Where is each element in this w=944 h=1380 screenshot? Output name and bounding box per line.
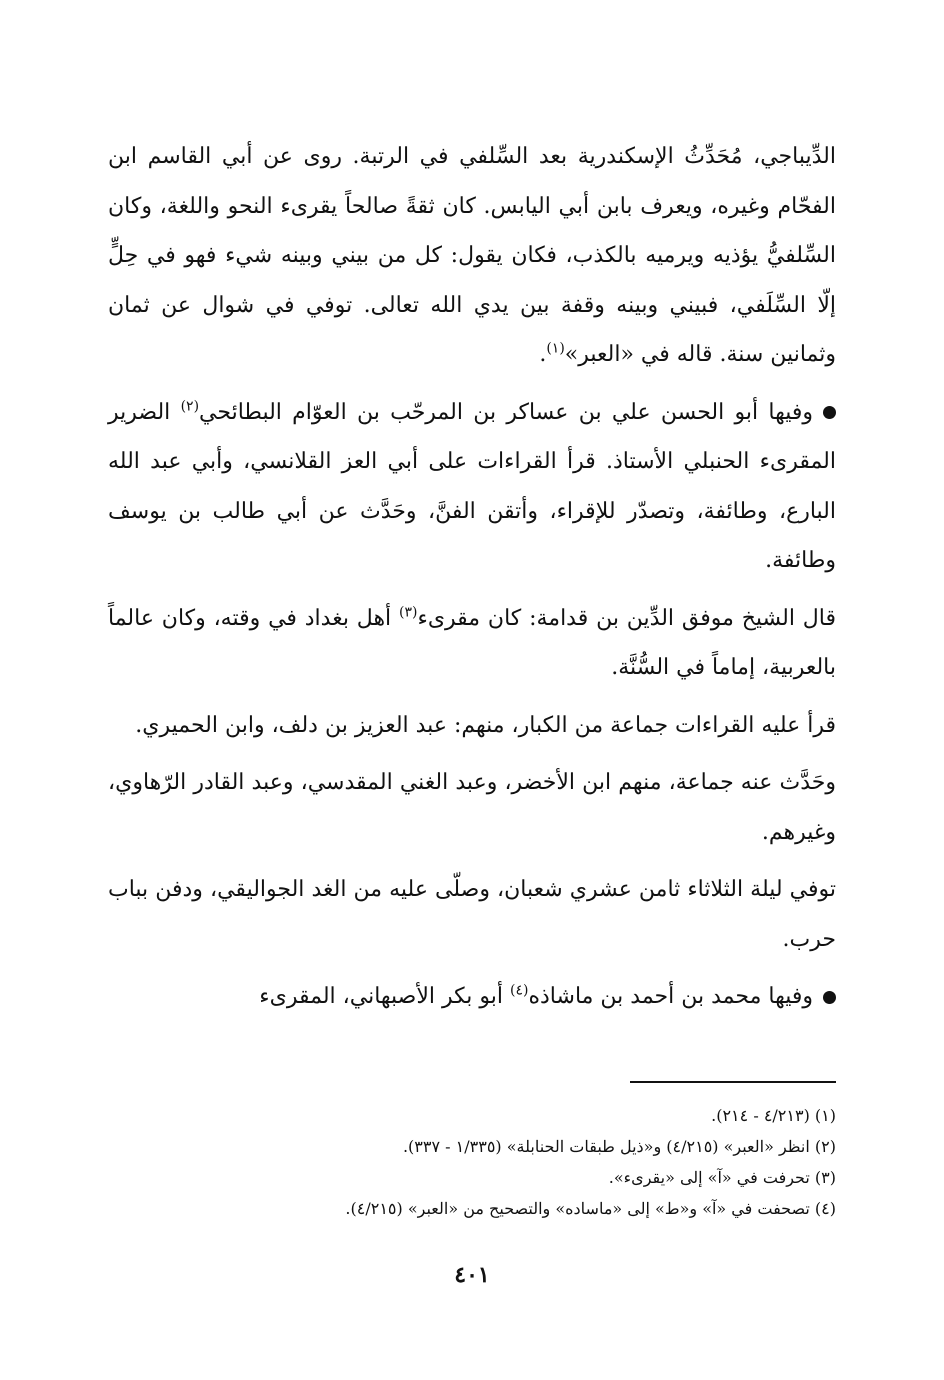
paragraph-3-text-b: أهل بغداد في وقته، وكان عالماً بالعربية، إماماً في السُّنَّة. (108, 605, 836, 680)
paragraph-2-text-a: وفيها أبو الحسن علي بن عساكر بن المرحّب بن العوّام البطائحي (199, 399, 813, 425)
footnote-4: (٤) تصحفت في «آ» و«ط» إلى «ماساده» والتصحيح من «العبر» (٤/٢١٥). (345, 1199, 836, 1218)
footnotes (108, 1100, 836, 1224)
paragraph-7-text-b: أبو بكر الأصبهاني، المقرىء (259, 984, 511, 1009)
footnote-ref-2[interactable]: (٢) (180, 398, 200, 415)
footnote-ref-3[interactable]: (٣) (399, 604, 418, 621)
paragraph-7-text-a: وفيها محمد بن أحمد بن ماشاذه (528, 984, 813, 1009)
page-number: ٤٠١ (454, 1262, 490, 1288)
paragraph-2 (108, 388, 836, 586)
footnote-3: (٣) تحرفت في «آ» إلى «يقرىء». (608, 1168, 836, 1187)
paragraph-5: وحَدَّث عنه جماعة، منهم ابن الأخضر، وعبد الغني المقدسي، وعبد القادر الرّهاوي، وغيرهم. (108, 770, 836, 845)
footnote-ref-4[interactable]: (٤) (510, 982, 529, 999)
paragraph-1 (108, 132, 836, 380)
footnote-ref-1[interactable]: (١) (546, 340, 565, 357)
footnote-1: (١) (٤/٢١٣ - ٢١٤). (711, 1106, 836, 1125)
footnote-separator (630, 1081, 836, 1083)
paragraph-3 (108, 594, 836, 693)
paragraph-3-text-a: قال الشيخ موفق الدِّين بن قدامة: كان مقرىء (417, 605, 837, 631)
paragraph-6: توفي ليلة الثلاثاء ثامن عشري شعبان، وصلّى عليه من الغد الجواليقي، ودفن بباب حرب. (108, 877, 836, 952)
main-text (108, 132, 836, 1030)
bullet-icon (823, 406, 836, 419)
paragraph-4: قرأ عليه القراءات جماعة من الكبار، منهم: عبد العزيز بن دلف، وابن الحميري. (135, 712, 836, 738)
paragraph-1-text: الدِّيباجي، مُحَدِّثُ الإسكندرية بعد السِّلفي في الرتبة. روى عن أبي القاسم ابن الفحّام وغيره، ويعرف بابن أبي اليابس. كان ثقةً صالحاً يقرىء النحو واللغة، وكان السِّلفيُّ يؤذيه ويرميه بالكذب، فكان يقول: كل من بيني وبينه شيء فهو في حِلٍّ إلّا السِّلَفي، فبيني وبينه وقفة بين يدي الله تعالى. توفي في شوال عن ثمان وثمانين سنة. قاله في «العبر» (108, 144, 836, 367)
paragraph-1-end: . (539, 342, 547, 367)
bullet-icon (823, 991, 836, 1004)
paragraph-2-text-b: الضرير المقرىء الحنبلي الأستاذ. قرأ القراءات على أبي العز القلانسي، وأبي عبد الله البارع، وطائفة، وتصدّر للإقراء، وأتقن الفنَّ، وحَدَّث عن أبي طالب بن يوسف وطائفة. (108, 399, 836, 573)
paragraph-7 (108, 972, 836, 1022)
footnote-2: (٢) انظر «العبر» (٤/٢١٥) و«ذيل طبقات الحنابلة» (١/٣٣٥ - ٣٣٧). (402, 1137, 836, 1156)
